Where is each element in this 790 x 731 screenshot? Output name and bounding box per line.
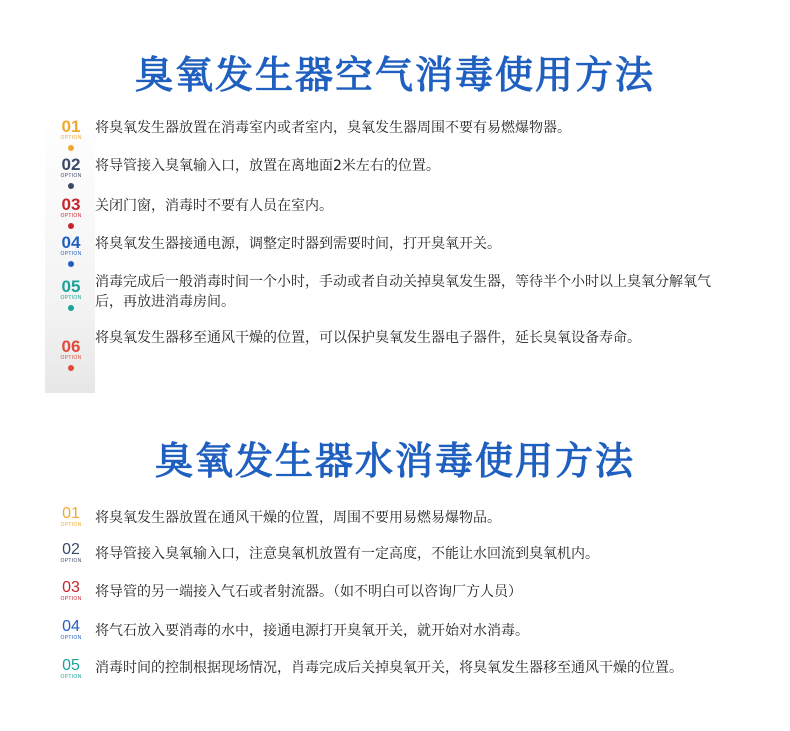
water-disinfection-title: 臭氧发生器水消毒使用方法 — [154, 439, 635, 483]
step-text: 将臭氧发生器移至通风干燥的位置，可以保护臭氧发生器电子器件，延长臭氧设备寿命。 — [95, 330, 641, 346]
step-badge — [53, 658, 89, 680]
step-number: 03 — [61, 195, 81, 214]
timeline-dot — [68, 183, 74, 189]
step-text: 将臭氧发生器接通电源，调整定时器到需要时间，打开臭氧开关。 — [95, 236, 501, 252]
step-badge — [49, 278, 93, 311]
step-badge — [49, 234, 93, 267]
step-text: 将臭氧发生器放置在通风干燥的位置，周围不要用易燃易爆物品。 — [95, 510, 501, 526]
step-number: 02 — [61, 155, 81, 174]
step-text: 消毒时间的控制根据现场情况，肖毒完成后关掉臭氧开关，将臭氧发生器移至通风干燥的位置。 — [95, 660, 683, 676]
option-label: OPTION — [60, 295, 82, 301]
step-number: 06 — [61, 337, 81, 356]
option-label: OPTION — [60, 135, 82, 141]
step-badge — [53, 580, 89, 602]
step-number: 02 — [62, 541, 80, 558]
step-number: 03 — [62, 579, 80, 596]
step-number: 05 — [62, 657, 80, 674]
option-label: OPTION — [60, 251, 82, 257]
step-badge — [49, 196, 93, 229]
step-number: 04 — [61, 233, 81, 252]
timeline-dot — [68, 223, 74, 229]
step-text: 将臭氧发生器放置在消毒室内或者室内，臭氧发生器周围不要有易燃爆物器。 — [95, 120, 571, 136]
step-text: 将导管接入臭氧输入口，注意臭氧机放置有一定高度，不能让水回流到臭氧机内。 — [95, 546, 599, 562]
step-number: 01 — [61, 117, 81, 136]
step-text: 消毒完成后一般消毒时间一个小时，手动或者自动关掉臭氧发生器，等待半个小时以上臭氧分解氧气后，再放进消毒房间。 — [95, 274, 711, 310]
timeline-dot — [68, 365, 74, 371]
option-label: OPTION — [60, 355, 82, 361]
step-badge — [49, 118, 93, 151]
step-badge — [49, 338, 93, 371]
timeline-dot — [68, 305, 74, 311]
timeline-dot — [68, 145, 74, 151]
step-badge — [53, 619, 89, 641]
option-label: OPTION — [60, 558, 82, 564]
option-label: OPTION — [60, 635, 82, 641]
option-label: OPTION — [60, 173, 82, 179]
air-disinfection-title: 臭氧发生器空气消毒使用方法 — [134, 53, 655, 97]
step-text: 关闭门窗，消毒时不要有人员在室内。 — [95, 198, 333, 214]
option-label: OPTION — [60, 596, 82, 602]
step-text: 将导管的另一端接入气石或者射流器。（如不明白可以咨询厂方人员） — [95, 584, 522, 600]
option-label: OPTION — [60, 674, 82, 680]
option-label: OPTION — [60, 213, 82, 219]
step-number: 01 — [62, 505, 80, 522]
timeline-dot — [68, 261, 74, 267]
step-badge — [49, 156, 93, 189]
air-disinfection-steps — [45, 108, 745, 393]
option-label: OPTION — [60, 522, 82, 528]
step-badge — [53, 506, 89, 528]
step-text: 将导管接入臭氧输入口，放置在离地面2米左右的位置。 — [95, 158, 440, 174]
step-number: 04 — [62, 618, 80, 635]
step-badge — [53, 542, 89, 564]
step-number: 05 — [61, 277, 81, 296]
step-text: 将气石放入要消毒的水中，接通电源打开臭氧开关，就开始对水消毒。 — [95, 623, 529, 639]
